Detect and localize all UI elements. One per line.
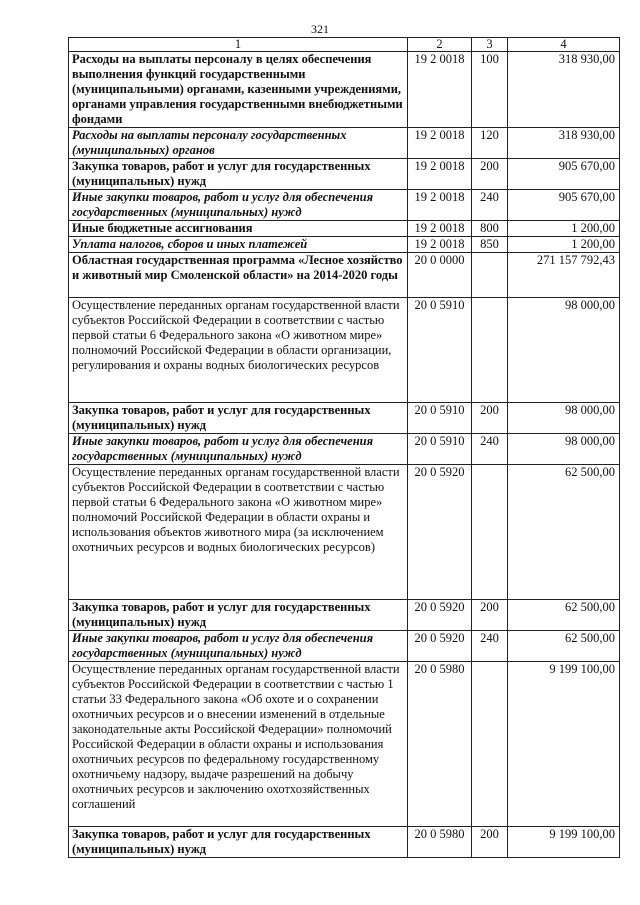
row-name-cell: Закупка товаров, работ и услуг для государственных (муниципальных) нужд — [69, 159, 408, 190]
row-type-cell — [472, 465, 508, 600]
table-row — [69, 465, 620, 600]
row-type-cell — [472, 253, 508, 298]
row-amount-cell: 271 157 792,43 — [508, 253, 620, 298]
row-name-cell: Осуществление переданных органам государственной власти субъектов Российской Федерации в соответствии с частью 1 статьи 33 Федерального закона «Об охоте и о сохранении охотничьих ресурсов и о внесении изменений в отдельные законодательные акты Российской Федерации» полномочий Российской Федерации в области охраны и использования охотничьих ресурсов по федеральному государственному охотничьему надзору, выдаче разрешений на добычу охотничьих ресурсов и заключению охотхозяйственных соглашений — [69, 662, 408, 827]
row-amount-cell: 9 199 100,00 — [508, 827, 620, 858]
header-col-1: 1 — [69, 38, 408, 52]
row-type-cell — [472, 662, 508, 827]
row-type-cell: 200 — [472, 403, 508, 434]
row-code-cell: 20 0 5920 — [408, 465, 472, 600]
row-code-cell: 20 0 5910 — [408, 298, 472, 403]
row-name-cell: Расходы на выплаты персоналу государственных (муниципальных) органов — [69, 128, 408, 159]
row-name-cell: Закупка товаров, работ и услуг для государственных (муниципальных) нужд — [69, 827, 408, 858]
row-type-cell: 240 — [472, 631, 508, 662]
row-amount-cell: 98 000,00 — [508, 403, 620, 434]
row-code-cell: 19 2 0018 — [408, 159, 472, 190]
table-row — [69, 237, 620, 253]
row-name-cell: Закупка товаров, работ и услуг для государственных (муниципальных) нужд — [69, 600, 408, 631]
budget-table — [68, 37, 620, 858]
row-code-cell: 19 2 0018 — [408, 190, 472, 221]
row-amount-cell: 98 000,00 — [508, 434, 620, 465]
row-code-cell: 19 2 0018 — [408, 237, 472, 253]
row-name-cell: Закупка товаров, работ и услуг для государственных (муниципальных) нужд — [69, 403, 408, 434]
row-code-cell: 19 2 0018 — [408, 221, 472, 237]
row-name-cell: Иные закупки товаров, работ и услуг для обеспечения государственных (муниципальных) нужд — [69, 631, 408, 662]
table-row — [69, 631, 620, 662]
row-name-cell: Иные бюджетные ассигнования — [69, 221, 408, 237]
row-amount-cell: 905 670,00 — [508, 159, 620, 190]
row-code-cell: 20 0 5910 — [408, 434, 472, 465]
row-name-cell: Иные закупки товаров, работ и услуг для обеспечения государственных (муниципальных) нужд — [69, 434, 408, 465]
row-name-cell: Областная государственная программа «Лесное хозяйство и животный мир Смоленской области» на 2014-2020 годы — [69, 253, 408, 298]
table-row — [69, 159, 620, 190]
table-row — [69, 827, 620, 858]
row-type-cell: 200 — [472, 159, 508, 190]
row-type-cell: 200 — [472, 600, 508, 631]
table-row — [69, 128, 620, 159]
row-code-cell: 20 0 5980 — [408, 827, 472, 858]
row-type-cell: 100 — [472, 52, 508, 128]
row-amount-cell: 62 500,00 — [508, 465, 620, 600]
row-name-cell: Иные закупки товаров, работ и услуг для обеспечения государственных (муниципальных) нужд — [69, 190, 408, 221]
row-amount-cell: 62 500,00 — [508, 600, 620, 631]
row-type-cell — [472, 298, 508, 403]
row-type-cell: 850 — [472, 237, 508, 253]
table-body — [69, 52, 620, 858]
row-code-cell: 19 2 0018 — [408, 52, 472, 128]
row-amount-cell: 318 930,00 — [508, 128, 620, 159]
row-name-cell: Расходы на выплаты персоналу в целях обеспечения выполнения функций государственными (муниципальными) органами, казенными учреждениями, органами управления государственными внебюджетными фондами — [69, 52, 408, 128]
header-col-4: 4 — [508, 38, 620, 52]
row-code-cell: 19 2 0018 — [408, 128, 472, 159]
header-col-3: 3 — [472, 38, 508, 52]
header-col-2: 2 — [408, 38, 472, 52]
row-type-cell: 240 — [472, 434, 508, 465]
row-name-cell: Осуществление переданных органам государственной власти субъектов Российской Федерации в соответствии с частью первой статьи 6 Федерального закона «О животном мире» полномочий Российской Федерации в области организации, регулирования и охраны водных биологических ресурсов — [69, 298, 408, 403]
row-amount-cell: 1 200,00 — [508, 221, 620, 237]
row-code-cell: 20 0 0000 — [408, 253, 472, 298]
row-name-cell: Осуществление переданных органам государственной власти субъектов Российской Федерации в соответствии с частью первой статьи 6 Федерального закона «О животном мире» полномочий Российской Федерации в области охраны и использования объектов животного мира (за исключением охотничьих ресурсов и водных биологических ресурсов) — [69, 465, 408, 600]
table-row — [69, 221, 620, 237]
row-amount-cell: 1 200,00 — [508, 237, 620, 253]
row-code-cell: 20 0 5980 — [408, 662, 472, 827]
page-number: 321 — [311, 22, 329, 36]
row-code-cell: 20 0 5920 — [408, 631, 472, 662]
table-row — [69, 190, 620, 221]
table-header — [69, 38, 620, 52]
header-row — [69, 38, 620, 52]
table-row — [69, 403, 620, 434]
table-row — [69, 662, 620, 827]
row-code-cell: 20 0 5910 — [408, 403, 472, 434]
table-row — [69, 52, 620, 128]
row-type-cell: 200 — [472, 827, 508, 858]
row-amount-cell: 9 199 100,00 — [508, 662, 620, 827]
row-type-cell: 800 — [472, 221, 508, 237]
row-type-cell: 120 — [472, 128, 508, 159]
table-row — [69, 600, 620, 631]
table-row — [69, 253, 620, 298]
row-amount-cell: 98 000,00 — [508, 298, 620, 403]
row-type-cell: 240 — [472, 190, 508, 221]
row-name-cell: Уплата налогов, сборов и иных платежей — [69, 237, 408, 253]
row-amount-cell: 62 500,00 — [508, 631, 620, 662]
table-row — [69, 298, 620, 403]
table-row — [69, 434, 620, 465]
row-amount-cell: 905 670,00 — [508, 190, 620, 221]
row-amount-cell: 318 930,00 — [508, 52, 620, 128]
row-code-cell: 20 0 5920 — [408, 600, 472, 631]
